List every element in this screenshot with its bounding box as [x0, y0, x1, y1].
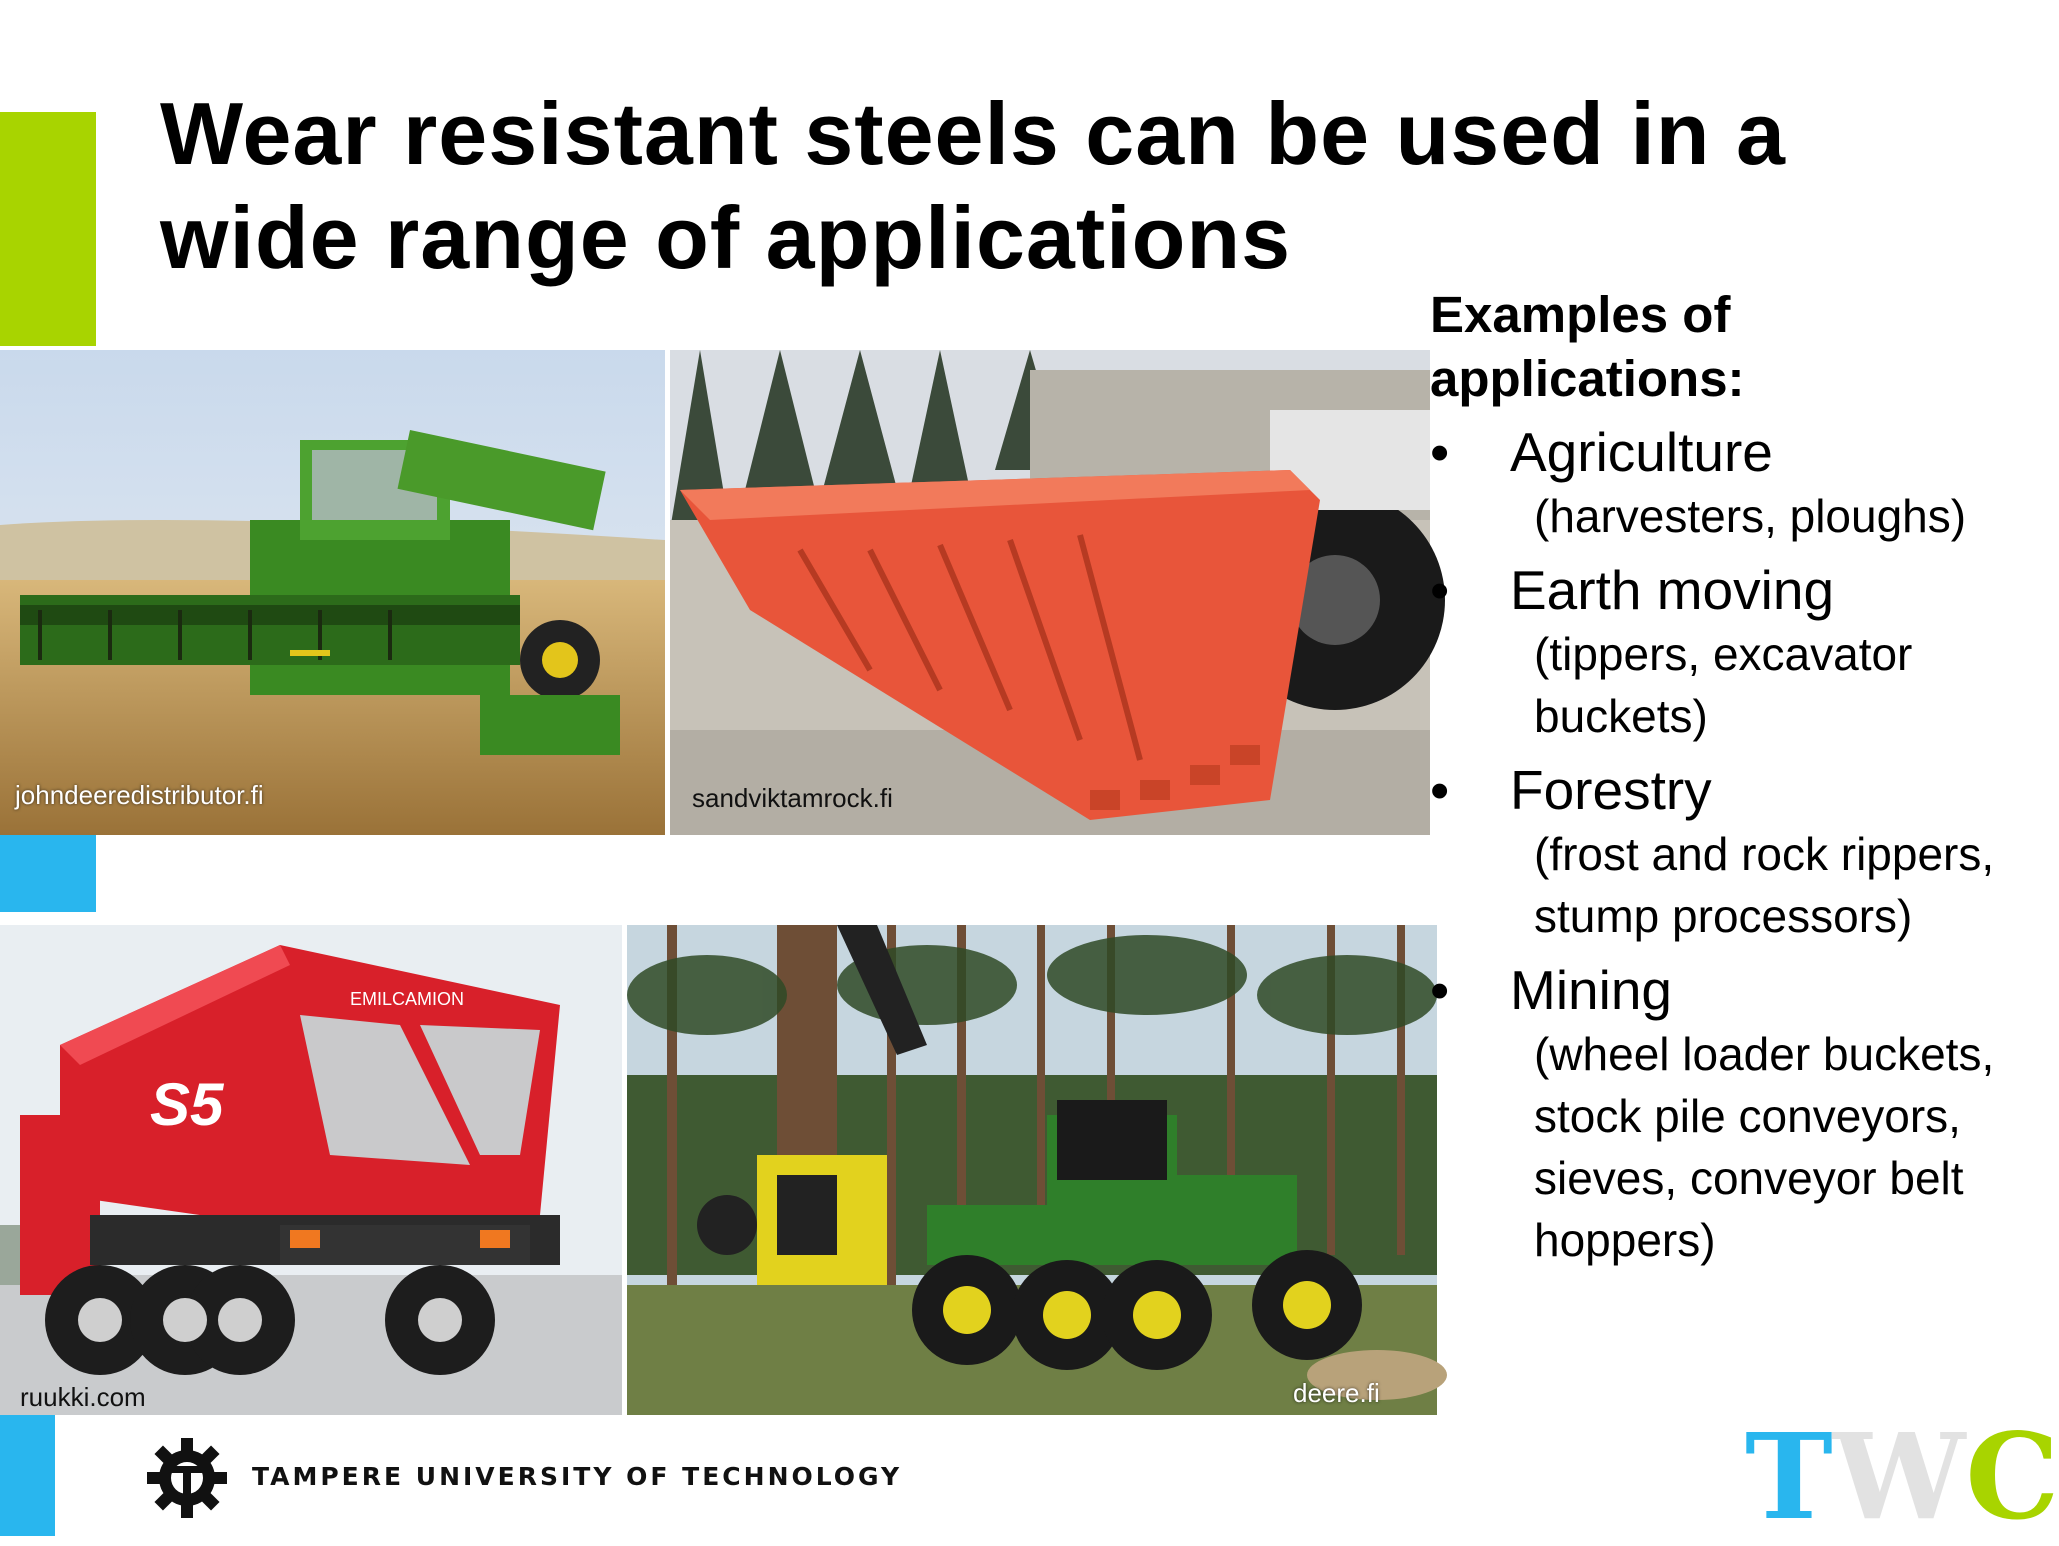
tipper-truck-photo — [0, 925, 622, 1415]
list-item-agriculture — [1430, 419, 2030, 485]
bullet-icon: • — [1430, 759, 1450, 821]
blue-accent-bar-bottom — [0, 1398, 55, 1536]
list-item-detail: (frost and rock rippers, stump processors) — [1534, 828, 1995, 942]
bullet-icon: • — [1430, 559, 1450, 621]
photo-credit-forestry: deere.fi — [1293, 1378, 1380, 1408]
photo-credit-truck: ruukki.com — [20, 1382, 146, 1412]
university-name: TAMPERE UNIVERSITY OF TECHNOLOGY — [252, 1462, 903, 1491]
list-item-mining — [1430, 957, 2030, 1023]
twc-logo: TWC — [1745, 1407, 2059, 1546]
examples-heading: Examples of applications: — [1430, 286, 1745, 407]
slide-title: Wear resistant steels can be used in a wide range of applications — [160, 84, 1786, 287]
list-item-label: Forestry — [1510, 759, 1712, 821]
truck-logo-text: S5 — [150, 1071, 224, 1138]
green-accent-bar — [0, 112, 96, 346]
photo-credit-harvester: johndeeredistributor.fi — [15, 780, 264, 810]
list-item-label: Mining — [1510, 959, 1673, 1021]
forestry-harvester-photo — [627, 925, 1437, 1415]
list-item-label: Earth moving — [1510, 559, 1835, 621]
list-item-detail: (harvesters, ploughs) — [1534, 490, 1967, 542]
bullet-icon: • — [1430, 421, 1450, 483]
loader-bucket-photo — [670, 350, 1430, 835]
bullet-icon: • — [1430, 959, 1450, 1021]
examples-panel — [1430, 283, 2030, 1281]
list-item-detail: (tippers, excavator buckets) — [1534, 628, 1913, 742]
list-item-earth-moving — [1430, 557, 2030, 623]
truck-brand-text: EMILCAMION — [350, 989, 465, 1009]
list-item-label: Agriculture — [1510, 421, 1773, 483]
list-item-detail: (wheel loader buckets, stock pile conveyors, sieves, conveyor belt hoppers) — [1534, 1028, 1995, 1266]
harvester-photo — [0, 350, 665, 835]
list-item-forestry — [1430, 757, 2030, 823]
photo-credit-loader: sandviktamrock.fi — [692, 783, 893, 813]
gear-logo-icon — [145, 1436, 229, 1520]
